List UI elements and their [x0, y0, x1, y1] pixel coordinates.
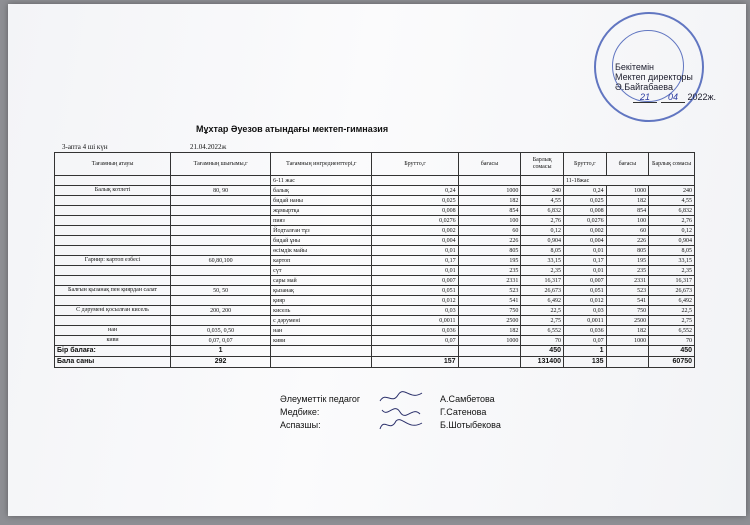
cell-t1: 0,12	[521, 226, 564, 236]
page-title: Мұхтар Әуезов атындағы мектеп-гимназия	[196, 124, 389, 134]
cell-ing: нан	[271, 326, 372, 336]
cell-t1: 70	[521, 336, 564, 346]
header-weight: Тағамның шығымы,г	[171, 153, 271, 176]
per-child-row	[55, 346, 695, 357]
cell-b2: 0,0276	[563, 216, 606, 226]
cell-ing: өсімдік майы	[271, 246, 372, 256]
cell-p2: 60	[606, 226, 649, 236]
cell-dish	[55, 296, 171, 306]
cell-dish	[55, 316, 171, 326]
cell-b1: 0,004	[372, 236, 458, 246]
cell-t2: 16,317	[649, 276, 695, 286]
header-total-2: Барлық сомасы	[649, 153, 695, 176]
cell-ing: балық	[271, 186, 372, 196]
table-row	[55, 256, 695, 266]
table-row	[55, 266, 695, 276]
table-row	[55, 226, 695, 236]
approval-line-1: Бекітемін	[615, 62, 655, 72]
table-row	[55, 286, 695, 296]
cell-b1: 0,17	[372, 256, 458, 266]
cell-t1: 16,317	[521, 276, 564, 286]
cell-p1: 2331	[458, 276, 521, 286]
children-count-3: 135	[563, 357, 606, 368]
cell-dish	[55, 216, 171, 226]
approval-line-2: Мектеп директоры	[615, 72, 693, 82]
cell-weight	[171, 226, 271, 236]
cell-b1: 0,012	[372, 296, 458, 306]
cell-t2: 0,904	[649, 236, 695, 246]
cell-b2: 0,01	[563, 266, 606, 276]
cell-b1: 0,0276	[372, 216, 458, 226]
children-sum-2: 60750	[649, 357, 695, 368]
cell-b2: 0,002	[563, 226, 606, 236]
cell-p1: 1000	[458, 336, 521, 346]
children-blank-1	[271, 357, 372, 368]
cell-ing: қызанақ	[271, 286, 372, 296]
cell-weight	[171, 246, 271, 256]
cell-t2: 70	[649, 336, 695, 346]
cell-b1: 0,025	[372, 196, 458, 206]
cell-p1: 235	[458, 266, 521, 276]
cell-t2: 2,35	[649, 266, 695, 276]
cell-t2: 8,05	[649, 246, 695, 256]
age-blank-4	[458, 176, 521, 186]
cell-b2: 0,03	[563, 306, 606, 316]
menu-rows	[55, 186, 695, 346]
cell-ing: кисель	[271, 306, 372, 316]
children-count-2: 157	[372, 357, 458, 368]
cell-weight	[171, 296, 271, 306]
signature-row	[280, 420, 540, 433]
cell-dish: С дәрумені қосылған кисель	[55, 306, 171, 316]
cell-ing: Йодталған тұз	[271, 226, 372, 236]
cell-b1: 0,01	[372, 266, 458, 276]
cell-t2: 22,5	[649, 306, 695, 316]
cell-weight: 0,035, 0,50	[171, 326, 271, 336]
cell-p2: 182	[606, 196, 649, 206]
cell-weight	[171, 196, 271, 206]
cell-b1: 0,002	[372, 226, 458, 236]
per-child-blank-4	[606, 346, 649, 357]
cell-p1: 195	[458, 256, 521, 266]
menu-date: 21.04.2022ж	[190, 143, 227, 151]
cell-b1: 0,007	[372, 276, 458, 286]
cell-p2: 1000	[606, 186, 649, 196]
children-sum-1: 131400	[521, 357, 564, 368]
cell-b1: 0,07	[372, 336, 458, 346]
cell-t1: 0,904	[521, 236, 564, 246]
approval-date	[633, 92, 745, 103]
cell-b1: 0,008	[372, 206, 458, 216]
cell-ing: бидай наны	[271, 196, 372, 206]
cell-dish	[55, 246, 171, 256]
approval-block	[615, 62, 745, 103]
header-price-2: бағасы	[606, 153, 649, 176]
cell-p2: 226	[606, 236, 649, 246]
cell-ing: пияз	[271, 216, 372, 226]
cell-p1: 182	[458, 326, 521, 336]
cell-ing: қияр	[271, 296, 372, 306]
per-child-blank-3	[458, 346, 521, 357]
per-child-blank-1	[271, 346, 372, 357]
cell-b2: 0,007	[563, 276, 606, 286]
cell-t1: 2,35	[521, 266, 564, 276]
per-child-label: Бір балаға:	[55, 346, 171, 357]
signature-role: Медбике:	[280, 407, 320, 417]
cell-t1: 2,75	[521, 316, 564, 326]
cell-p1: 100	[458, 216, 521, 226]
cell-p2: 1000	[606, 336, 649, 346]
children-count-row	[55, 357, 695, 368]
table-row	[55, 246, 695, 256]
cell-t1: 6,492	[521, 296, 564, 306]
age-group-2: 11-18жас	[563, 176, 694, 186]
cell-b2: 0,012	[563, 296, 606, 306]
cell-ing: сүт	[271, 266, 372, 276]
cell-p2: 750	[606, 306, 649, 316]
signatures-block	[280, 394, 540, 433]
per-child-blank-2	[372, 346, 458, 357]
cell-t1: 240	[521, 186, 564, 196]
cell-ing: жұмыртқа	[271, 206, 372, 216]
cell-p2: 523	[606, 286, 649, 296]
cell-weight: 80, 90	[171, 186, 271, 196]
children-count-1: 292	[171, 357, 271, 368]
signature-name: А.Самбетова	[440, 394, 495, 404]
cell-weight	[171, 236, 271, 246]
cell-t2: 0,12	[649, 226, 695, 236]
cell-b2: 0,07	[563, 336, 606, 346]
week-day-label: 3-апта 4 ші күн	[62, 143, 108, 151]
cell-b1: 0,036	[372, 326, 458, 336]
cell-t2: 4,55	[649, 196, 695, 206]
table-header-row	[55, 153, 695, 176]
cell-ing: бидай ұны	[271, 236, 372, 246]
cell-p1: 523	[458, 286, 521, 296]
cell-weight	[171, 216, 271, 226]
approval-month: 04	[661, 92, 685, 103]
approval-line-3: Ә.Байгабаева	[615, 82, 673, 92]
approval-day: 21	[633, 92, 657, 103]
cell-t1: 2,76	[521, 216, 564, 226]
cell-b1: 0,24	[372, 186, 458, 196]
cell-t1: 33,15	[521, 256, 564, 266]
table-row	[55, 316, 695, 326]
cell-p1: 1000	[458, 186, 521, 196]
cell-t2: 240	[649, 186, 695, 196]
cell-dish	[55, 206, 171, 216]
cell-t1: 6,552	[521, 326, 564, 336]
table-row	[55, 206, 695, 216]
age-blank-2	[171, 176, 271, 186]
age-group-1: 6-11 жас	[271, 176, 372, 186]
cell-weight: 60,80,100	[171, 256, 271, 266]
cell-p2: 100	[606, 216, 649, 226]
menu-table	[54, 152, 695, 368]
cell-weight	[171, 276, 271, 286]
table-row	[55, 336, 695, 346]
table-row	[55, 186, 695, 196]
cell-t1: 8,05	[521, 246, 564, 256]
table-row	[55, 296, 695, 306]
cell-dish	[55, 226, 171, 236]
cell-p2: 2331	[606, 276, 649, 286]
cell-p1: 541	[458, 296, 521, 306]
cell-b1: 0,051	[372, 286, 458, 296]
signature-name: Г.Сатенова	[440, 407, 487, 417]
cell-weight	[171, 206, 271, 216]
cell-b2: 0,01	[563, 246, 606, 256]
cell-p1: 60	[458, 226, 521, 236]
cell-p2: 182	[606, 326, 649, 336]
header-dish: Тағамның атауы	[55, 153, 171, 176]
cell-p1: 805	[458, 246, 521, 256]
cell-t2: 26,673	[649, 286, 695, 296]
cell-t2: 2,75	[649, 316, 695, 326]
age-blank-1	[55, 176, 171, 186]
table-row	[55, 196, 695, 206]
cell-p1: 182	[458, 196, 521, 206]
table-row	[55, 306, 695, 316]
table-row	[55, 276, 695, 286]
per-child-count: 1	[171, 346, 271, 357]
children-blank-2	[458, 357, 521, 368]
cell-p1: 2500	[458, 316, 521, 326]
cell-weight	[171, 266, 271, 276]
signature-role: Аспазшы:	[280, 420, 321, 430]
cell-weight	[171, 316, 271, 326]
per-child-sum-1: 450	[521, 346, 564, 357]
cell-t2: 6,492	[649, 296, 695, 306]
cell-b2: 0,025	[563, 196, 606, 206]
header-ingredients: Тағамның ингредиенттері,г	[271, 153, 372, 176]
cell-b2: 0,0011	[563, 316, 606, 326]
age-row	[55, 176, 695, 186]
cell-t1: 4,55	[521, 196, 564, 206]
header-brutto-2: Брутто,г	[563, 153, 606, 176]
cell-b2: 0,051	[563, 286, 606, 296]
cell-p2: 2500	[606, 316, 649, 326]
cell-dish	[55, 196, 171, 206]
per-child-count-2: 1	[563, 346, 606, 357]
cell-t1: 26,673	[521, 286, 564, 296]
cell-ing: сары май	[271, 276, 372, 286]
cell-weight: 50, 50	[171, 286, 271, 296]
cell-b2: 0,24	[563, 186, 606, 196]
cell-dish	[55, 236, 171, 246]
age-blank-3	[372, 176, 458, 186]
cell-ing: киви	[271, 336, 372, 346]
cell-t2: 33,15	[649, 256, 695, 266]
signature-role: Әлеуметтік педагог	[280, 394, 361, 404]
cell-p2: 541	[606, 296, 649, 306]
header-brutto-1: Брутто,г	[372, 153, 458, 176]
table-row	[55, 216, 695, 226]
table-row	[55, 236, 695, 246]
approval-year: 2022ж.	[687, 92, 717, 102]
cell-dish	[55, 266, 171, 276]
cell-p1: 226	[458, 236, 521, 246]
cell-t2: 6,552	[649, 326, 695, 336]
cell-b1: 0,0011	[372, 316, 458, 326]
header-price-1: бағасы	[458, 153, 521, 176]
cell-dish	[55, 276, 171, 286]
children-blank-3	[606, 357, 649, 368]
cell-p2: 854	[606, 206, 649, 216]
header-total-1: Барлық сомасы	[521, 153, 564, 176]
cell-p2: 195	[606, 256, 649, 266]
cell-weight: 200, 200	[171, 306, 271, 316]
age-blank-5	[521, 176, 564, 186]
cell-p1: 854	[458, 206, 521, 216]
cell-b2: 0,008	[563, 206, 606, 216]
cell-t2: 2,76	[649, 216, 695, 226]
table-row	[55, 326, 695, 336]
cell-p2: 805	[606, 246, 649, 256]
cell-ing: с дәрумені	[271, 316, 372, 326]
cell-t1: 22,5	[521, 306, 564, 316]
handwritten-signature	[376, 415, 426, 433]
cell-t2: 6,832	[649, 206, 695, 216]
cell-b1: 0,03	[372, 306, 458, 316]
per-child-sum-2: 450	[649, 346, 695, 357]
cell-dish: киви	[55, 336, 171, 346]
cell-b1: 0,01	[372, 246, 458, 256]
cell-b2: 0,17	[563, 256, 606, 266]
cell-weight: 0,07, 0,07	[171, 336, 271, 346]
cell-dish: Балық котлеті	[55, 186, 171, 196]
cell-p2: 235	[606, 266, 649, 276]
cell-dish: Балғын қызанақ пен қиярдан салат	[55, 286, 171, 296]
cell-dish: Гарнир: картоп езбесі	[55, 256, 171, 266]
signature-name: Б.Шотыбекова	[440, 420, 501, 430]
cell-p1: 750	[458, 306, 521, 316]
cell-dish: нан	[55, 326, 171, 336]
children-label: Бала саны	[55, 357, 171, 368]
cell-b2: 0,036	[563, 326, 606, 336]
cell-ing: картоп	[271, 256, 372, 266]
cell-b2: 0,004	[563, 236, 606, 246]
cell-t1: 6,832	[521, 206, 564, 216]
